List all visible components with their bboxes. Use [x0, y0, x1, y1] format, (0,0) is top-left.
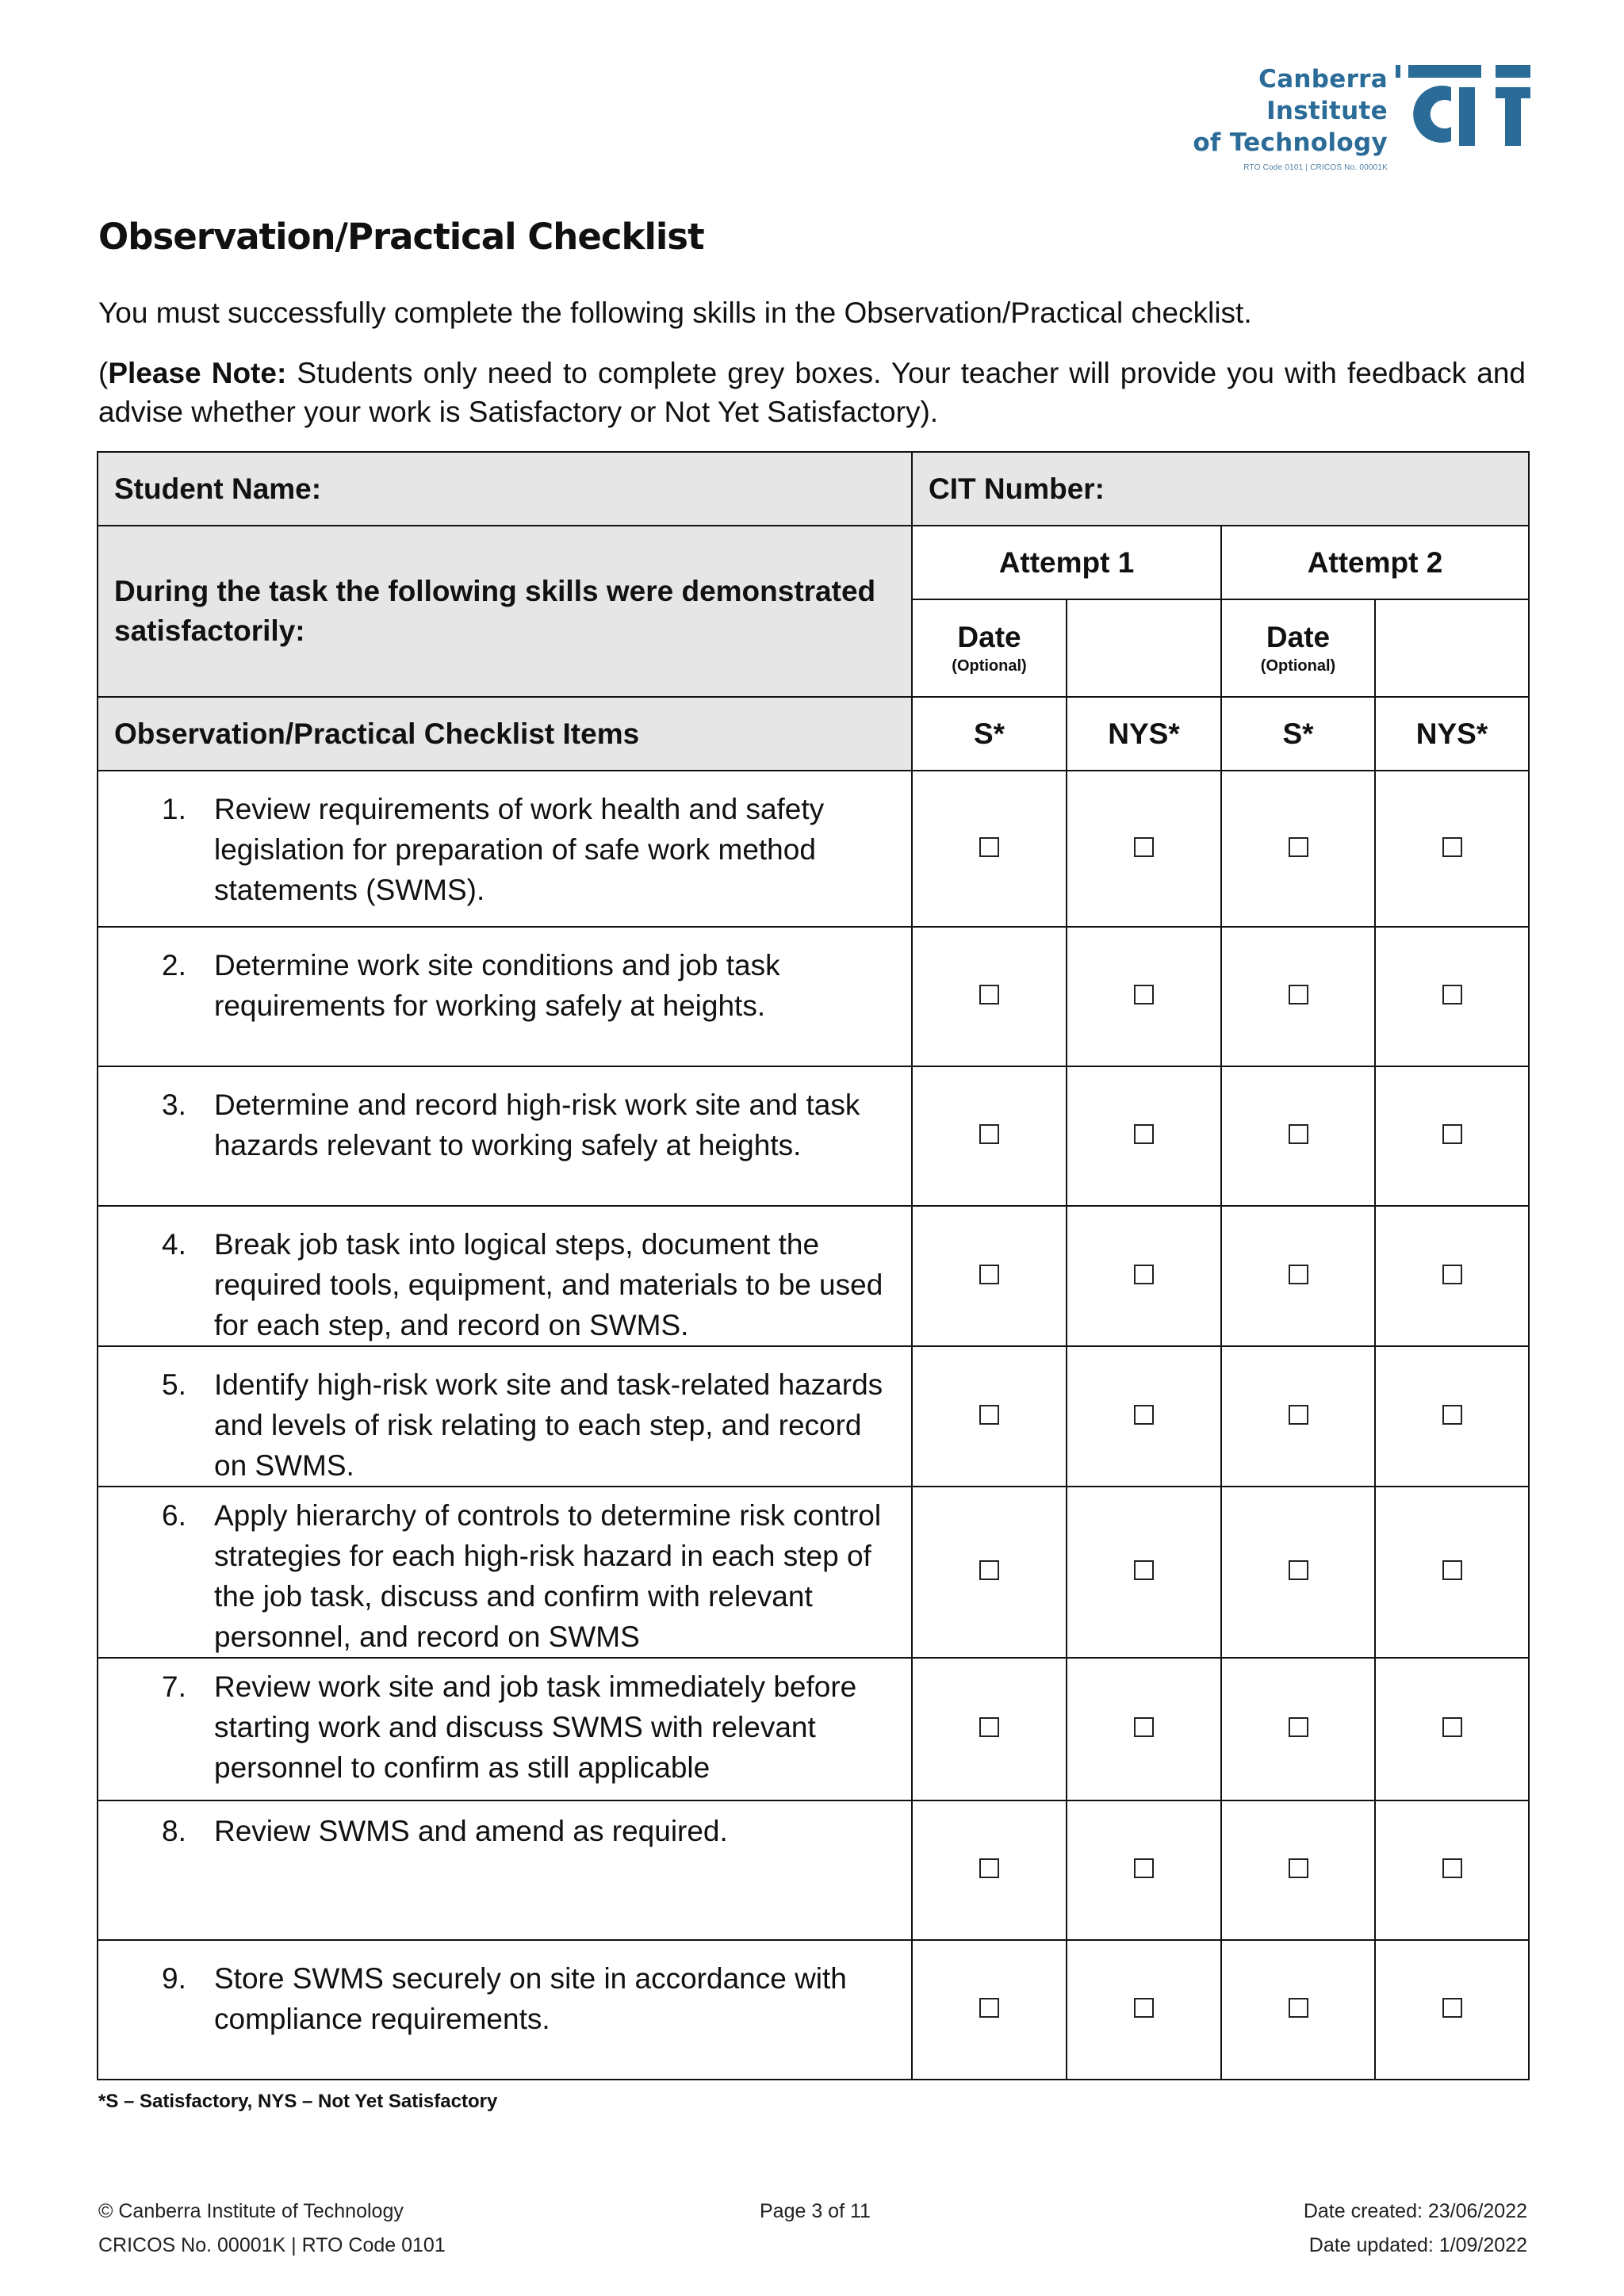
checklist-item — [98, 1066, 912, 1206]
skills-label: During the task the following skills were demonstrated satisfactorily: — [98, 526, 912, 697]
student-info-row — [98, 452, 1529, 526]
footer-page-number: Page 3 of 11 — [760, 2200, 871, 2222]
item-text: Identify high-risk work site and task-related hazards and levels of risk relating to each step, and record on SWMS. — [214, 1368, 883, 1482]
footer-date-updated: Date updated: 1/09/2022 — [1308, 2234, 1527, 2256]
item-number: 6. — [162, 1499, 186, 1532]
item-text: Determine work site conditions and job task requirements for working safely at heights. — [214, 949, 780, 1022]
attempt-1-nys-checkbox[interactable] — [1134, 1717, 1154, 1737]
footer-copyright: © Canberra Institute of Technology — [98, 2200, 404, 2222]
checklist-item — [98, 1800, 912, 1940]
attempt-1-s-checkbox[interactable] — [979, 1858, 999, 1878]
item-number: 3. — [162, 1089, 186, 1121]
attempt-2-nys-header: NYS* — [1375, 697, 1529, 771]
attempt-1-header: Attempt 1 — [912, 526, 1221, 599]
attempt-1-date-label — [912, 599, 1067, 697]
attempt-2-s-checkbox[interactable] — [1289, 1265, 1308, 1284]
date-label: Date — [1266, 621, 1331, 653]
checklist-item-row — [98, 927, 1529, 1066]
attempt-header-row — [98, 526, 1529, 599]
attempt-1-s-checkbox[interactable] — [979, 1560, 999, 1580]
attempt-2-s-checkbox[interactable] — [1289, 1124, 1308, 1144]
student-name-field[interactable]: Student Name: — [98, 452, 912, 526]
checklist-item — [98, 1940, 912, 2080]
attempt-2-s-checkbox[interactable] — [1289, 1998, 1308, 2018]
attempt-2-nys-checkbox[interactable] — [1442, 837, 1462, 857]
item-text: Apply hierarchy of controls to determine risk control strategies for each high-risk hazard in each step of the job task, discuss and confirm with relevant personnel, and record on SWMS — [214, 1499, 882, 1653]
intro-text: You must successfully complete the following skills in the Observation/Practical checklist. — [98, 297, 1252, 329]
attempt-1-nys-checkbox[interactable] — [1134, 1560, 1154, 1580]
checklist-item-row — [98, 1658, 1529, 1800]
attempt-1-s-checkbox[interactable] — [979, 985, 999, 1004]
item-number: 4. — [162, 1228, 186, 1261]
item-number: 8. — [162, 1815, 186, 1847]
attempt-2-s-checkbox[interactable] — [1289, 1858, 1308, 1878]
attempt-2-nys-checkbox[interactable] — [1442, 1858, 1462, 1878]
note-body: Students only need to complete grey boxes. Your teacher will provide you with feedback and advise whether your work is Satisfactory or Not Yet Satisfactory). — [98, 357, 1526, 428]
attempt-1-nys-checkbox[interactable] — [1134, 1858, 1154, 1878]
checklist-item-row — [98, 1066, 1529, 1206]
attempt-2-nys-checkbox[interactable] — [1442, 1265, 1462, 1284]
attempt-2-s-checkbox[interactable] — [1289, 1717, 1308, 1737]
note-label: Please Note: — [108, 357, 287, 389]
attempt-1-nys-checkbox[interactable] — [1134, 1265, 1154, 1284]
item-number: 2. — [162, 949, 186, 982]
attempt-2-nys-checkbox[interactable] — [1442, 1717, 1462, 1737]
item-text: Review SWMS and amend as required. — [214, 1815, 728, 1847]
attempt-1-s-checkbox[interactable] — [979, 1124, 999, 1144]
date-optional-label: (Optional) — [952, 657, 1027, 675]
attempt-2-nys-checkbox[interactable] — [1442, 1560, 1462, 1580]
cit-logo — [1150, 63, 1530, 172]
attempt-2-s-header: S* — [1221, 697, 1375, 771]
item-number: 7. — [162, 1670, 186, 1703]
item-number: 5. — [162, 1368, 186, 1401]
attempt-2-s-checkbox[interactable] — [1289, 985, 1308, 1004]
checklist-item — [98, 1658, 912, 1800]
checklist-item — [98, 771, 912, 927]
attempt-1-s-checkbox[interactable] — [979, 1405, 999, 1425]
checklist-item — [98, 927, 912, 1066]
attempt-2-nys-checkbox[interactable] — [1442, 1998, 1462, 2018]
item-number: 9. — [162, 1962, 186, 1995]
checklist-item-row — [98, 1346, 1529, 1487]
attempt-1-nys-checkbox[interactable] — [1134, 985, 1154, 1004]
attempt-2-nys-checkbox[interactable] — [1442, 1124, 1462, 1144]
checklist-item — [98, 1206, 912, 1346]
checklist-item-row — [98, 1206, 1529, 1346]
item-text: Store SWMS securely on site in accordance with compliance requirements. — [214, 1962, 847, 2035]
footer-cricos: CRICOS No. 00001K | RTO Code 0101 — [98, 2234, 446, 2256]
items-header-row — [98, 697, 1529, 771]
attempt-1-s-checkbox[interactable] — [979, 837, 999, 857]
item-text: Break job task into logical steps, document the required tools, equipment, and materials to be used for each step, and record on SWMS. — [214, 1228, 883, 1341]
logo-line-2: of Technology — [1193, 128, 1388, 157]
attempt-1-nys-header: NYS* — [1067, 697, 1221, 771]
attempt-2-nys-checkbox[interactable] — [1442, 985, 1462, 1004]
attempt-2-nys-checkbox[interactable] — [1442, 1405, 1462, 1425]
attempt-2-s-checkbox[interactable] — [1289, 837, 1308, 857]
checklist-item — [98, 1346, 912, 1487]
page-title: Observation/Practical Checklist — [98, 216, 704, 258]
logo-small-text: RTO Code 0101 | CRICOS No. 00001K — [1243, 163, 1388, 172]
attempt-1-date-field[interactable] — [1067, 599, 1221, 697]
item-text: Review requirements of work health and safety legislation for preparation of safe work method statements (SWMS). — [214, 793, 825, 906]
item-text: Review work site and job task immediately before starting work and discuss SWMS with relevant personnel to confirm as still applicable — [214, 1670, 857, 1784]
checklist-item-row — [98, 1800, 1529, 1940]
attempt-2-s-checkbox[interactable] — [1289, 1405, 1308, 1425]
note-text — [98, 354, 1526, 431]
attempt-1-s-checkbox[interactable] — [979, 1998, 999, 2018]
note-open: ( — [98, 357, 109, 389]
item-number: 1. — [162, 793, 186, 825]
checklist-item — [98, 1487, 912, 1658]
attempt-1-nys-checkbox[interactable] — [1134, 1124, 1154, 1144]
logo-text — [1150, 63, 1388, 172]
attempt-2-date-field[interactable] — [1375, 599, 1529, 697]
footer-date-created: Date created: 23/06/2022 — [1303, 2200, 1527, 2222]
attempt-2-header: Attempt 2 — [1221, 526, 1529, 599]
cit-number-field[interactable]: CIT Number: — [912, 452, 1529, 526]
checklist-item-row — [98, 1487, 1529, 1658]
date-optional-label: (Optional) — [1260, 657, 1336, 675]
checklist-item-row — [98, 1940, 1529, 2080]
checklist-table — [97, 451, 1530, 2080]
attempt-2-date-label — [1221, 599, 1375, 697]
attempt-1-nys-checkbox[interactable] — [1134, 837, 1154, 857]
cit-logo-mark-icon — [1396, 65, 1530, 146]
item-text: Determine and record high-risk work site and task hazards relevant to working safely at heights. — [214, 1089, 860, 1161]
legend-text: *S – Satisfactory, NYS – Not Yet Satisfactory — [98, 2091, 498, 2112]
logo-line-1: Canberra Institute — [1258, 65, 1388, 125]
attempt-2-s-checkbox[interactable] — [1289, 1560, 1308, 1580]
date-label: Date — [957, 621, 1021, 653]
items-header: Observation/Practical Checklist Items — [98, 697, 912, 771]
attempt-1-s-header: S* — [912, 697, 1067, 771]
attempt-1-nys-checkbox[interactable] — [1134, 1998, 1154, 2018]
attempt-1-s-checkbox[interactable] — [979, 1717, 999, 1737]
attempt-1-s-checkbox[interactable] — [979, 1265, 999, 1284]
checklist-item-row — [98, 771, 1529, 927]
attempt-1-nys-checkbox[interactable] — [1134, 1405, 1154, 1425]
